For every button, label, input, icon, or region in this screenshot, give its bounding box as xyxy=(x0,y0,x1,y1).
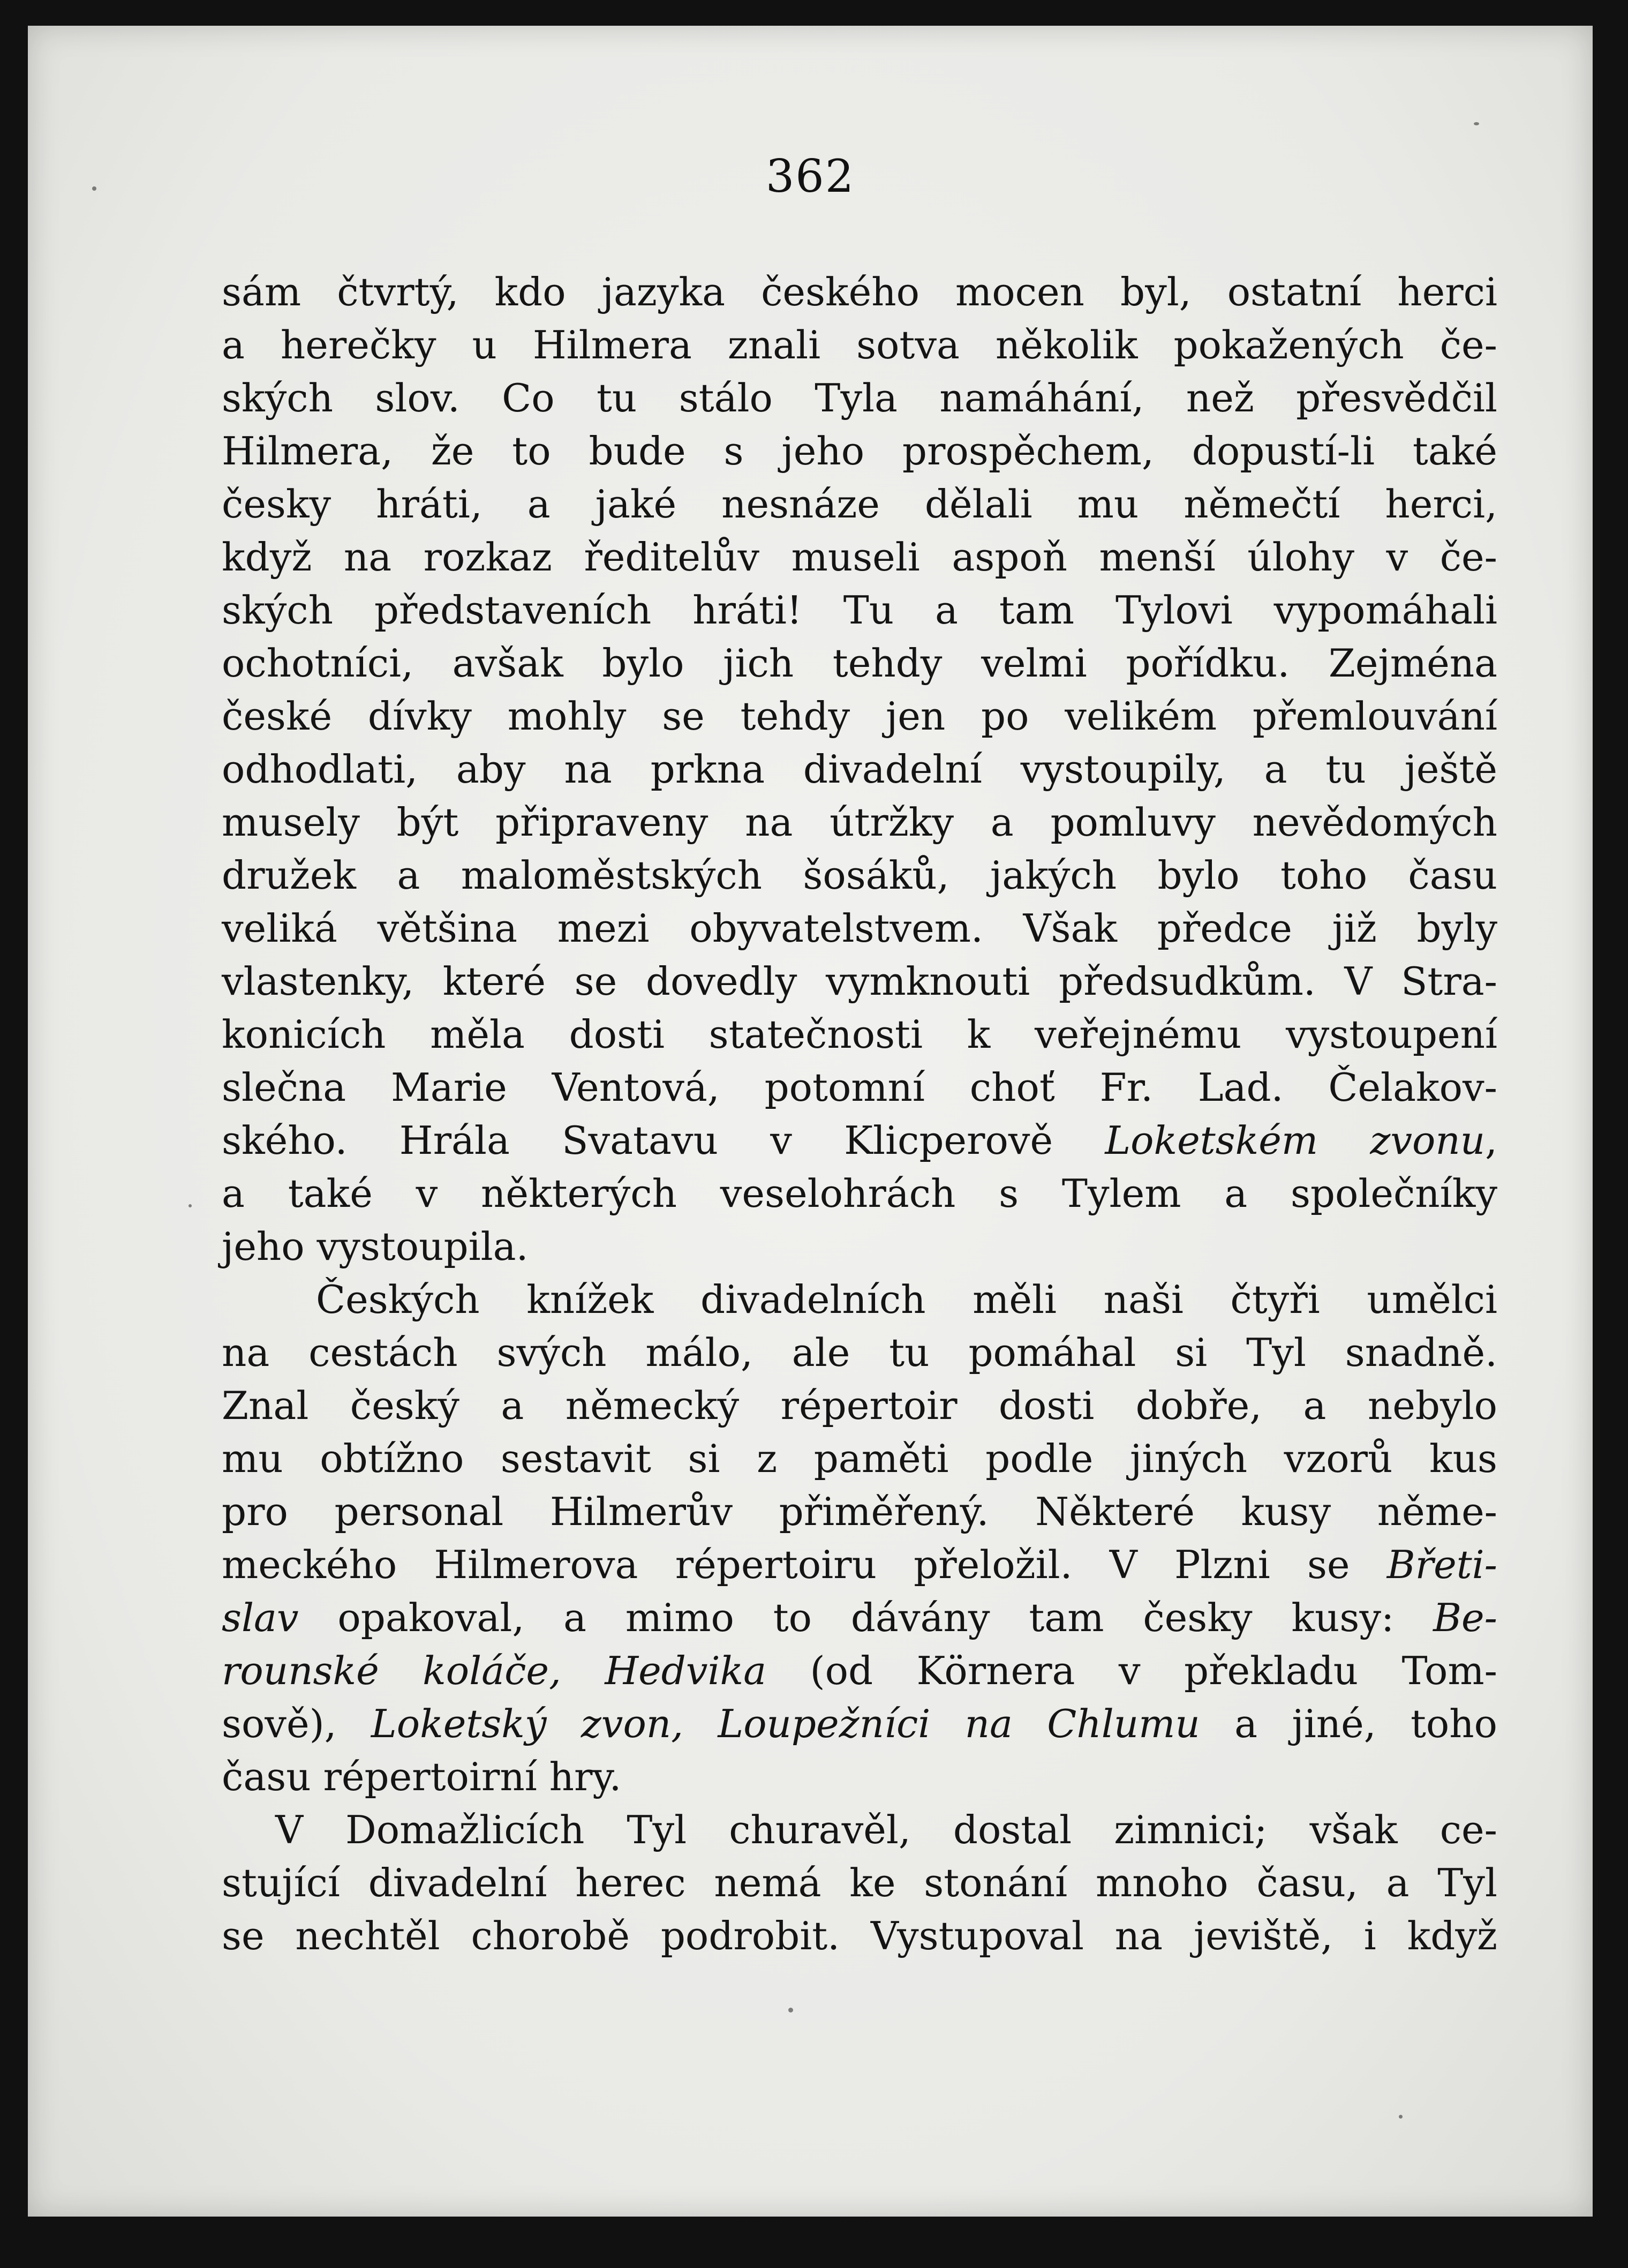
text-line xyxy=(222,478,1497,531)
text-line xyxy=(222,1538,1497,1591)
text-line xyxy=(222,1326,1497,1379)
text-line xyxy=(222,955,1497,1008)
text-segment: ského. Hrála Svatavu v Klicperově xyxy=(222,1118,1105,1163)
text-line xyxy=(222,1910,1497,1963)
book-page xyxy=(28,26,1593,2217)
text-segment: ochotníci, avšak bylo jich tehdy velmi pořídku. Zejména xyxy=(222,641,1497,686)
text-line xyxy=(222,1485,1497,1538)
text-line xyxy=(222,1379,1497,1432)
text-line xyxy=(222,849,1497,902)
text-line xyxy=(222,1167,1497,1220)
text-segment: konicích měla dosti statečnosti k veřejnému vystoupení xyxy=(222,1012,1497,1057)
text-line xyxy=(222,1751,1497,1804)
text-segment: a také v některých veselohrách s Tylem a společníky xyxy=(222,1171,1497,1216)
text-line xyxy=(222,266,1497,319)
body-text xyxy=(222,266,1497,1963)
text-segment: se nechtěl chorobě podrobit. Vystupoval na jeviště, i když xyxy=(222,1913,1497,1958)
text-segment: jeho vystoupila. xyxy=(222,1224,529,1269)
scan-speck xyxy=(1474,122,1479,125)
italic-title: slav xyxy=(222,1595,299,1640)
text-line xyxy=(222,637,1497,690)
text-line xyxy=(222,1220,1497,1273)
text-segment: a herečky u Hilmera znali sotva několik pokažených če- xyxy=(222,322,1497,367)
text-segment: na cestách svých málo, ale tu pomáhal si Tyl snadně. xyxy=(222,1330,1497,1375)
text-segment: odhodlati, aby na prkna divadelní vystoupily, a tu ještě xyxy=(222,747,1497,792)
text-line xyxy=(222,1273,1497,1326)
text-segment: Českých knížek divadelních měli naši čtyři umělci xyxy=(316,1277,1497,1322)
scan-speck xyxy=(92,186,96,191)
italic-title: Loketský zvon, Loupežníci na Chlumu xyxy=(371,1701,1200,1746)
italic-title: Břeti- xyxy=(1386,1542,1497,1587)
text-segment: české dívky mohly se tehdy jen po velikém přemlouvání xyxy=(222,694,1497,739)
text-segment: V Domažlicích Tyl churavěl, dostal zimnici; však ce- xyxy=(275,1807,1497,1852)
text-segment: když na rozkaz ředitelův museli aspoň menší úlohy v če- xyxy=(222,535,1497,580)
text-segment: Hilmera, že to bude s jeho prospěchem, dopustí-li také xyxy=(222,429,1497,474)
text-segment: a jiné, toho xyxy=(1200,1701,1497,1746)
text-line xyxy=(222,1114,1497,1167)
text-segment: , xyxy=(1485,1118,1497,1163)
text-segment: ských představeních hráti! Tu a tam Tylovi vypomáhali xyxy=(222,588,1497,633)
text-segment: stující divadelní herec nemá ke stonání mnoho času, a Tyl xyxy=(222,1860,1497,1905)
text-line xyxy=(222,1698,1497,1751)
text-line xyxy=(222,1008,1497,1061)
text-line xyxy=(222,743,1497,796)
scan-speck xyxy=(189,1204,192,1207)
page-number: 362 xyxy=(765,150,855,202)
text-line xyxy=(222,372,1497,425)
text-segment: ských slov. Co tu stálo Tyla namáhání, než přesvědčil xyxy=(222,376,1497,420)
text-line xyxy=(222,902,1497,955)
text-line xyxy=(222,531,1497,584)
text-segment: času répertoirní hry. xyxy=(222,1754,622,1799)
text-line xyxy=(222,425,1497,478)
text-segment: meckého Hilmerova répertoiru přeložil. V Plzni se xyxy=(222,1542,1387,1587)
text-segment: mu obtížno sestavit si z paměti podle jiných vzorů kus xyxy=(222,1436,1497,1481)
text-segment: družek a maloměstských šosáků, jakých bylo toho času xyxy=(222,853,1497,898)
italic-title: Loketském zvonu xyxy=(1105,1118,1486,1163)
italic-title: rounské koláče, Hedvika xyxy=(222,1648,767,1693)
scan-speck xyxy=(788,2008,793,2012)
text-line xyxy=(222,584,1497,637)
text-segment: česky hráti, a jaké nesnáze dělali mu němečtí herci, xyxy=(222,482,1497,527)
text-segment: sám čtvrtý, kdo jazyka českého mocen byl, ostatní herci xyxy=(222,269,1497,314)
text-line xyxy=(222,1061,1497,1114)
text-segment: sově), xyxy=(222,1701,371,1746)
text-segment: veliká většina mezi obyvatelstvem. Však předce již byly xyxy=(222,906,1497,951)
text-segment: Znal český a německý répertoir dosti dobře, a nebylo xyxy=(222,1383,1497,1428)
text-segment: musely být připraveny na útržky a pomluvy nevědomých xyxy=(222,800,1497,845)
text-line xyxy=(222,1857,1497,1910)
text-line xyxy=(222,1804,1497,1857)
text-segment: vlastenky, které se dovedly vymknouti předsudkům. V Stra- xyxy=(222,959,1497,1004)
text-segment: pro personal Hilmerův přiměřený. Některé kusy něme- xyxy=(222,1489,1497,1534)
text-segment: opakoval, a mimo to dávány tam česky kusy: xyxy=(298,1595,1434,1640)
text-line xyxy=(222,319,1497,372)
italic-title: Be- xyxy=(1433,1595,1497,1640)
scan-speck xyxy=(1399,2115,1403,2119)
text-segment: (od Körnera v překladu Tom- xyxy=(766,1648,1498,1693)
text-line xyxy=(222,690,1497,743)
text-line xyxy=(222,1432,1497,1485)
text-line xyxy=(222,796,1497,849)
text-line xyxy=(222,1591,1497,1644)
text-segment: slečna Marie Ventová, potomní choť Fr. Lad. Čelakov- xyxy=(222,1065,1497,1110)
text-line xyxy=(222,1644,1497,1698)
